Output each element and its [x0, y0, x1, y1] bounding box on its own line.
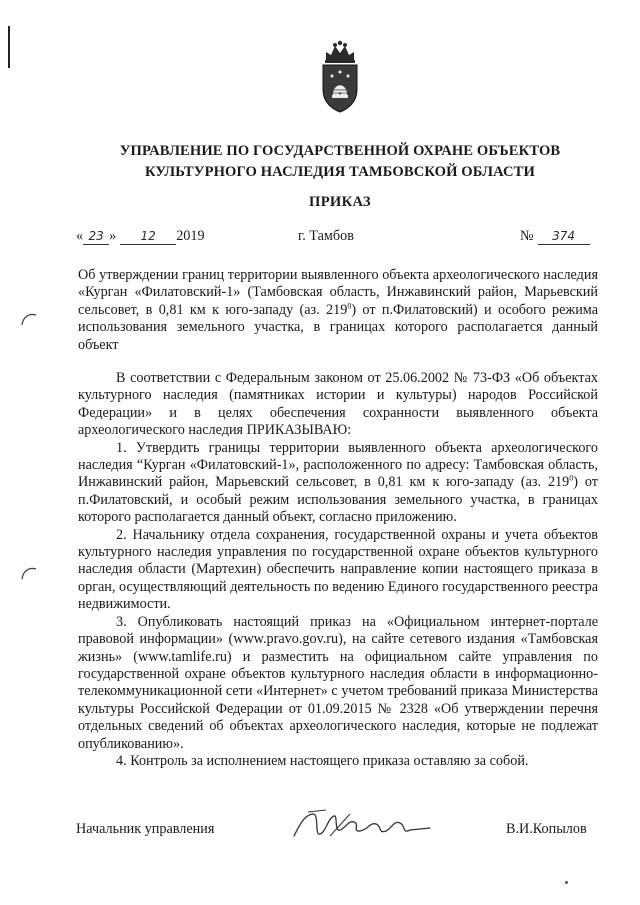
signatory-name: В.И.Копылов: [506, 821, 587, 837]
handwritten-number: 374: [538, 229, 590, 245]
order-item-3: 3. Опубликовать настоящий приказ на «Официальном интернет-портале правовой информации» (www.pravo.gov.ru), на сайте сетевого издания «Тамбовская жизнь» (www.tamlife.ru) и разместить на официальном сайте управления по государственной охране объектов культурного наследия области в информационно-телекоммуникационной сети «Интернет» с учетом требований приказа Министерства культуры Российской Федерации от 01.09.2015 № 2328 «Об утверждении перечня отдельных сведений об объектах археологического наследия, которые не подлежат опубликованию».: [78, 613, 598, 752]
handwritten-month: 12: [120, 229, 176, 245]
order-body: [78, 370, 598, 770]
degree-sup: 0: [347, 301, 352, 311]
agency-name-line: УПРАВЛЕНИЕ ПО ГОСУДАРСТВЕННОЙ ОХРАНЕ ОБЪЕКТОВ: [119, 143, 561, 159]
scan-dot-mark: [565, 881, 568, 884]
agency-name-line: КУЛЬТУРНОГО НАСЛЕДИЯ ТАМБОВСКОЙ ОБЛАСТИ: [145, 164, 535, 180]
scan-edge-mark: [8, 26, 10, 68]
order-item-1: [78, 440, 598, 527]
agency-name: [80, 141, 600, 183]
quote-close: »: [109, 228, 117, 244]
order-date: [76, 227, 205, 245]
order-year: 2019: [176, 228, 205, 244]
number-label: №: [520, 228, 534, 244]
order-item-2: 2. Начальнику отдела сохранения, государственной охраны и учета объектов культурного наследия управления по государственной охране объектов культурного наследия области (Мартехин) обеспечить направление копии настоящего приказа в орган, осуществляющий деятельность по ведению Единого государственного реестра недвижимости.: [78, 526, 598, 613]
degree-sup: 0: [569, 473, 574, 483]
signatory-title: Начальник управления: [76, 821, 215, 837]
order-number: [520, 227, 590, 245]
order-item-4: 4. Контроль за исполнением настоящего приказа оставляю за собой.: [116, 752, 529, 769]
margin-hook-mark: [20, 312, 38, 326]
coat-of-arms-icon: [318, 40, 362, 114]
item-1-text: 1. Утвердить границы территории выявленного объекта археологического наследия “Курган «Филатовский-1», расположенного по адресу: Тамбовская область, Инжавинский район, Марьевский сельсовет, в 0,81 км к юго-западу (аз. 219: [78, 439, 598, 491]
handwritten-day: 23: [83, 229, 109, 245]
subject-text: Об утверждении границ территории выявленного объекта археологического наследия «Курган «Филатовский-1» (Тамбовская область, Инжавинский район, Марьевский сельсовет, в 0,81 км к юго-западу (аз. 219: [78, 267, 598, 318]
document-type: ПРИКАЗ: [309, 194, 371, 210]
subject-text-end: ) от п.Филатовский) и особого режима использования земельного участка, в границах которого располагается данный объект: [78, 301, 598, 353]
margin-hook-mark: [20, 566, 38, 580]
order-subject: [78, 267, 598, 354]
order-city: г. Тамбов: [298, 228, 354, 244]
item-1-text-end: ) от п.Филатовский, и особый режим использования земельного участка, в границах которого располагается данный объект, согласно приложению.: [78, 474, 598, 526]
handwritten-signature: [290, 806, 440, 846]
quote-open: «: [76, 228, 84, 244]
preamble-paragraph: В соответствии с Федеральным законом от 25.06.2002 № 73-ФЗ «Об объектах культурного наследия (памятниках истории и культуры) народов Российской Федерации» и в целях обеспечения сохранности выявленного объекта археологического наследия ПРИКАЗЫВАЮ:: [78, 370, 598, 439]
